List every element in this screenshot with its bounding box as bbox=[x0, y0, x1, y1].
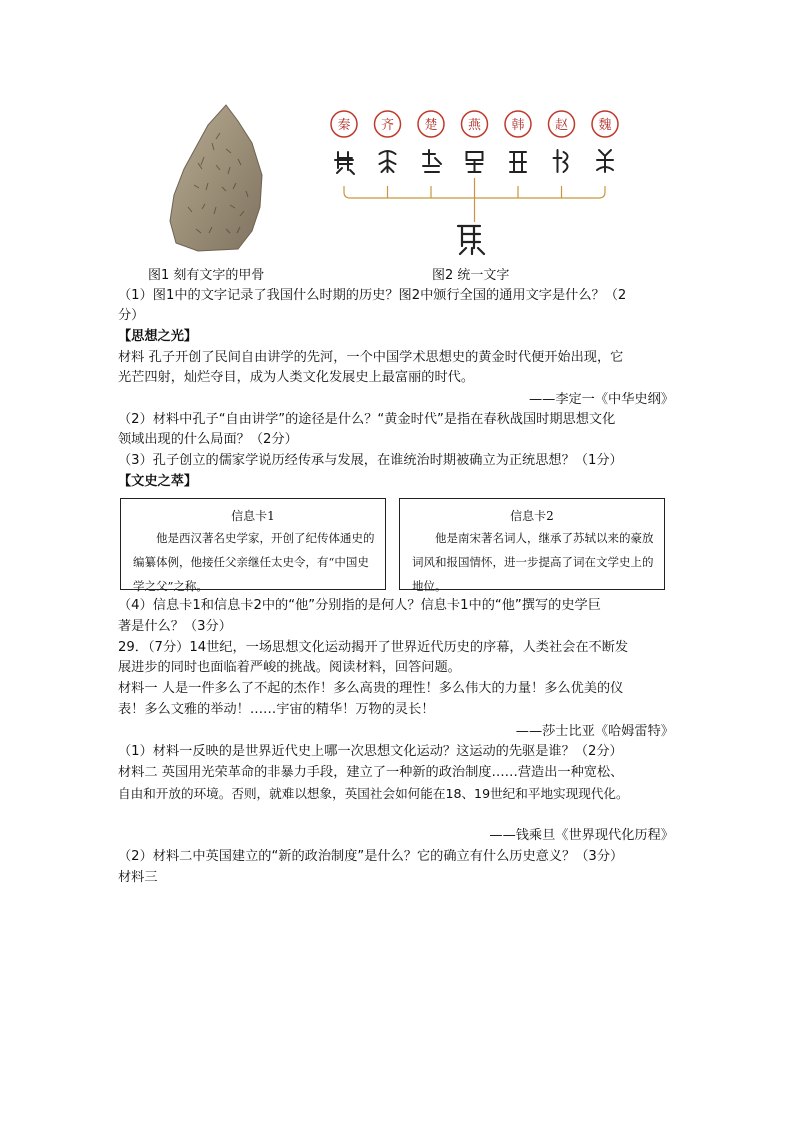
question-4-line-1: （4）信息卡1和信息卡2中的“他”分别指的是何人？信息卡1中的“他”撰写的史学巨 bbox=[118, 598, 601, 613]
question-29-2: （2）材料二中英国建立的“新的政治制度”是什么？它的确立有什么历史意义？（3分） bbox=[118, 849, 624, 864]
unification-bracket bbox=[344, 178, 605, 222]
material-1-line-2: 表！多么文雅的举动！……宇宙的精华！万物的灵长！ bbox=[118, 702, 435, 717]
figure2-caption: 图2 统一文字 bbox=[432, 268, 510, 283]
section-literature-title: 【文史之萃】 bbox=[118, 474, 198, 489]
material-3-label: 材料三 bbox=[118, 870, 158, 885]
state-script-glyph bbox=[554, 150, 568, 172]
question-3-line-1: （3）孔子创立的儒家学说历经传承与发展，在谁统治时期被确立为正统思想？（1分） bbox=[118, 453, 623, 468]
question-29-line-2: 展进步的同时也面临着严峻的挑战。阅读材料，回答问题。 bbox=[118, 660, 461, 675]
info-card-1-title: 信息卡1 bbox=[231, 509, 275, 523]
material-2-line-1: 材料二 英国用光荣革命的非暴力手段，建立了一种新的政治制度……营造出一种宽松、 bbox=[118, 765, 624, 780]
unified-seal-glyph bbox=[458, 226, 484, 254]
info-card-1 bbox=[120, 498, 386, 593]
material-2-source: ——钱乘旦《世界现代化历程》 bbox=[489, 828, 674, 843]
question-1-line-2: 分） bbox=[118, 308, 145, 323]
material-1-line-1: 材料一 人是一件多么了不起的杰作！多么高贵的理性！多么伟大的力量！多么优美的仪 bbox=[118, 681, 624, 696]
material-confucius-line-1: 材料 孔子开创了民间自由讲学的先河，一个中国学术思想史的黄金时代便开始出现，它 bbox=[118, 350, 624, 365]
state-label: 秦 bbox=[337, 118, 351, 133]
script-unification-diagram bbox=[322, 108, 622, 258]
section-thought-title: 【思想之光】 bbox=[118, 329, 198, 344]
info-card-2-title: 信息卡2 bbox=[510, 509, 554, 523]
state-label: 楚 bbox=[424, 118, 438, 133]
info-card-1-body: 他是西汉著名史学家，开创了纪传体通史的编纂体例，他接任父亲继任太史令，有“中国史学之父”之称。 bbox=[133, 531, 375, 593]
state-script-glyph bbox=[423, 150, 441, 172]
question-2-line-1: （2）材料中孔子“自由讲学”的途径是什么？“黄金时代”是指在春秋战国时期思想文化 bbox=[118, 412, 616, 427]
state-script-glyph bbox=[510, 152, 526, 172]
state-script-glyph bbox=[380, 151, 396, 172]
material-2-line-2: 自由和开放的环境。否则，就难以想象，英国社会如何能在18、19世纪和平地实现现代化。 bbox=[118, 786, 629, 801]
state-script-glyph bbox=[467, 152, 483, 172]
info-card-2 bbox=[399, 498, 665, 593]
question-2-line-2: 领域出现的什么局面？（2分） bbox=[118, 432, 298, 447]
question-1-line-1: （1）图1中的文字记录了我国什么时期的历史？图2中颁行全国的通用文字是什么？（2 bbox=[118, 288, 627, 303]
figure1-caption: 图1 刻有文字的甲骨 bbox=[148, 268, 265, 283]
state-label: 韩 bbox=[511, 118, 525, 133]
info-card-2-body: 他是南宋著名词人，继承了苏轼以来的豪放词风和报国情怀，进一步提高了词在文学史上的地位。 bbox=[412, 531, 654, 593]
state-label: 燕 bbox=[467, 118, 482, 133]
material-confucius-line-2: 光芒四射，灿烂夺目，成为人类文化发展史上最富丽的时代。 bbox=[118, 370, 475, 385]
material-confucius-source: ——李定一《中华史纲》 bbox=[528, 392, 674, 407]
oracle-bone-image bbox=[168, 103, 266, 253]
question-4-line-2: 著是什么？（3分） bbox=[118, 619, 232, 634]
question-29-1: （1）材料一反映的是世界近代史上哪一次思想文化运动？这运动的先驱是谁？（2分） bbox=[118, 744, 623, 759]
state-script-glyph bbox=[335, 152, 354, 174]
state-label: 魏 bbox=[598, 118, 612, 133]
state-label: 赵 bbox=[554, 118, 569, 133]
state-label: 齐 bbox=[380, 118, 395, 133]
question-29-line-1: 29．（7分）14世纪，一场思想文化运动揭开了世界近代历史的序幕，人类社会在不断发 bbox=[118, 640, 629, 655]
material-1-source: ——莎士比亚《哈姆雷特》 bbox=[515, 724, 674, 739]
state-script-glyph bbox=[597, 150, 613, 172]
